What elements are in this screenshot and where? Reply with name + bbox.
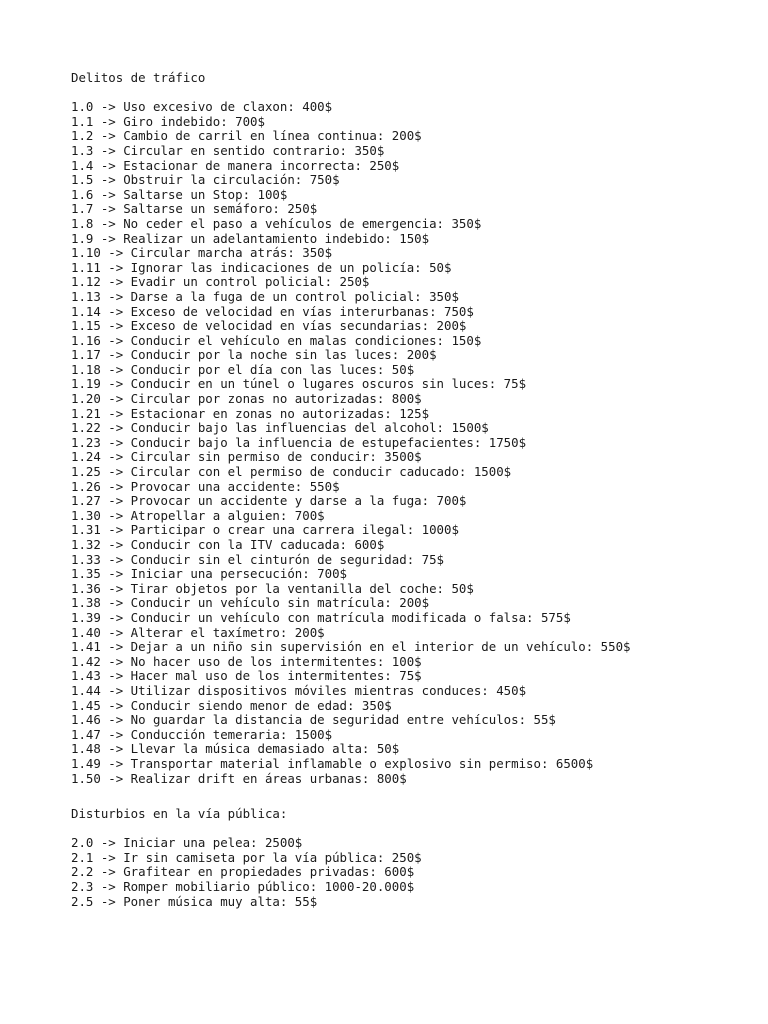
list-item: 1.19 -> Conducir en un túnel o lugares oscuros sin luces: 75$ bbox=[71, 376, 527, 392]
list-item: 1.18 -> Conducir por el día con las luces: 50$ bbox=[71, 361, 415, 377]
list-item: 1.32 -> Conducir con la ITV caducada: 600$ bbox=[71, 537, 385, 552]
list-item: 1.14 -> Exceso de velocidad en vías interurbanas: 750$ bbox=[71, 303, 474, 319]
list-item: 1.0 -> Uso excesivo de claxon: 400$ bbox=[71, 99, 333, 115]
list-item: 1.11 -> Ignorar las indicaciones de un policía: 50$ bbox=[71, 259, 452, 275]
offense-list bbox=[71, 836, 422, 909]
section-heading: Disturbios en la vía pública: bbox=[71, 806, 288, 821]
list-item: 1.41 -> Dejar a un niño sin supervisión en el interior de un vehículo: 550$ bbox=[71, 639, 631, 655]
list-item: 1.12 -> Evadir un control policial: 250$ bbox=[71, 274, 370, 290]
list-item: 1.2 -> Cambio de carril en línea continua: 200$ bbox=[71, 128, 422, 144]
section-traffic-offenses bbox=[71, 71, 631, 786]
list-item: 1.31 -> Participar o crear una carrera ilegal: 1000$ bbox=[71, 522, 459, 538]
list-item: 1.35 -> Iniciar una persecución: 700$ bbox=[71, 566, 348, 582]
list-item: 1.40 -> Alterar el taxímetro: 200$ bbox=[71, 624, 325, 640]
list-item: 1.22 -> Conducir bajo las influencias del alcohol: 1500$ bbox=[71, 420, 489, 436]
list-item: 1.10 -> Circular marcha atrás: 350$ bbox=[71, 245, 333, 261]
list-item: 1.6 -> Saltarse un Stop: 100$ bbox=[71, 186, 288, 202]
list-item: 1.50 -> Realizar drift en áreas urbanas: 800$ bbox=[71, 770, 407, 786]
list-item: 1.15 -> Exceso de velocidad en vías secundarias: 200$ bbox=[71, 318, 467, 334]
list-item: 1.17 -> Conducir por la noche sin las luces: 200$ bbox=[71, 347, 437, 363]
section-heading: Delitos de tráfico bbox=[71, 70, 206, 85]
offense-list bbox=[71, 100, 631, 786]
list-item: 1.21 -> Estacionar en zonas no autorizadas: 125$ bbox=[71, 405, 430, 421]
list-item: 1.26 -> Provocar una accidente: 550$ bbox=[71, 478, 340, 494]
list-item: 1.16 -> Conducir el vehículo en malas condiciones: 150$ bbox=[71, 332, 482, 348]
list-item: 2.2 -> Grafitear en propiedades privadas: 600$ bbox=[71, 864, 415, 880]
list-item: 1.5 -> Obstruir la circulación: 750$ bbox=[71, 172, 340, 188]
list-item: 1.47 -> Conducción temeraria: 1500$ bbox=[71, 726, 333, 742]
list-item: 1.49 -> Transportar material inflamable o explosivo sin permiso: 6500$ bbox=[71, 755, 594, 771]
list-item: 2.0 -> Iniciar una pelea: 2500$ bbox=[71, 835, 303, 851]
list-item: 1.36 -> Tirar objetos por la ventanilla del coche: 50$ bbox=[71, 580, 474, 596]
list-item: 2.3 -> Romper mobiliario público: 1000-20.000$ bbox=[71, 878, 415, 894]
list-item: 1.43 -> Hacer mal uso de los intermitentes: 75$ bbox=[71, 668, 422, 684]
list-item: 1.24 -> Circular sin permiso de conducir: 3500$ bbox=[71, 449, 422, 465]
list-item: 1.7 -> Saltarse un semáforo: 250$ bbox=[71, 201, 318, 217]
list-item: 2.1 -> Ir sin camiseta por la vía pública: 250$ bbox=[71, 849, 422, 865]
list-item: 1.48 -> Llevar la música demasiado alta: 50$ bbox=[71, 741, 400, 757]
list-item: 1.45 -> Conducir siendo menor de edad: 350$ bbox=[71, 697, 392, 713]
list-item: 1.44 -> Utilizar dispositivos móviles mientras conduces: 450$ bbox=[71, 682, 527, 698]
list-item: 1.27 -> Provocar un accidente y darse a la fuga: 700$ bbox=[71, 493, 467, 509]
list-item: 1.20 -> Circular por zonas no autorizadas: 800$ bbox=[71, 391, 422, 407]
list-item: 2.5 -> Poner música muy alta: 55$ bbox=[71, 893, 318, 909]
list-item: 1.30 -> Atropellar a alguien: 700$ bbox=[71, 507, 325, 523]
list-item: 1.1 -> Giro indebido: 700$ bbox=[71, 113, 265, 129]
list-item: 1.42 -> No hacer uso de los intermitentes: 100$ bbox=[71, 653, 422, 669]
list-item: 1.38 -> Conducir un vehículo sin matrícula: 200$ bbox=[71, 595, 430, 611]
section-public-disturbances bbox=[71, 807, 422, 909]
list-item: 1.8 -> No ceder el paso a vehículos de emergencia: 350$ bbox=[71, 215, 482, 231]
list-item: 1.39 -> Conducir un vehículo con matrícula modificada o falsa: 575$ bbox=[71, 609, 571, 625]
list-item: 1.33 -> Conducir sin el cinturón de seguridad: 75$ bbox=[71, 551, 444, 567]
list-item: 1.25 -> Circular con el permiso de conducir caducado: 1500$ bbox=[71, 464, 512, 480]
list-item: 1.4 -> Estacionar de manera incorrecta: 250$ bbox=[71, 157, 400, 173]
list-item: 1.23 -> Conducir bajo la influencia de estupefacientes: 1750$ bbox=[71, 434, 527, 450]
list-item: 1.9 -> Realizar un adelantamiento indebido: 150$ bbox=[71, 230, 430, 246]
list-item: 1.3 -> Circular en sentido contrario: 350$ bbox=[71, 142, 385, 158]
list-item: 1.46 -> No guardar la distancia de seguridad entre vehículos: 55$ bbox=[71, 712, 556, 728]
list-item: 1.13 -> Darse a la fuga de un control policial: 350$ bbox=[71, 288, 459, 304]
